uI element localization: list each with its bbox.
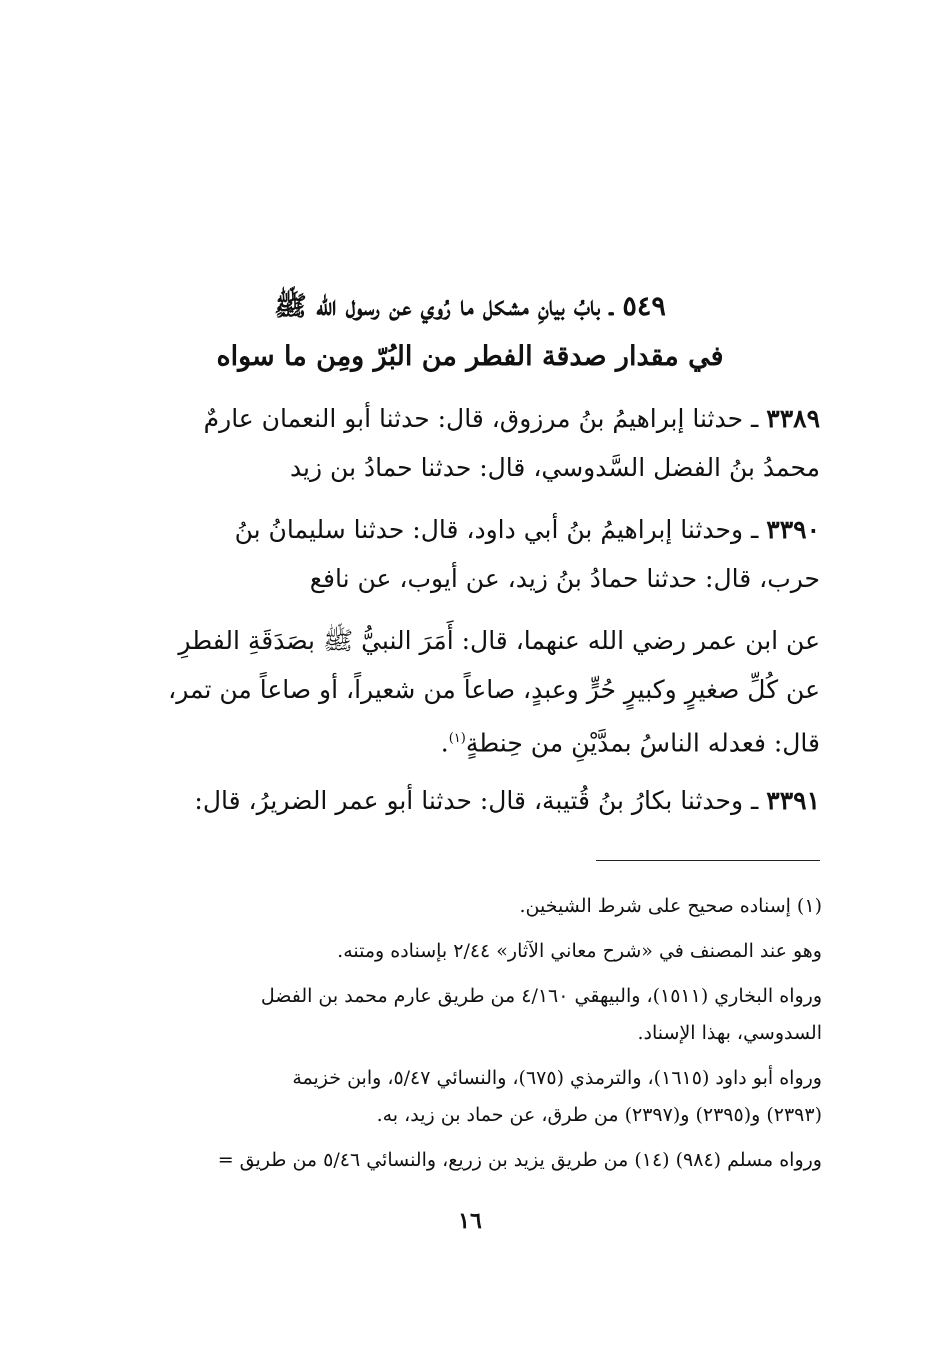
hadith-3390-line-1 — [108, 505, 820, 554]
matn-line-3 — [108, 714, 820, 767]
hadith-3389 — [108, 394, 820, 492]
footnote-line: السدوسي، بهذا الإسناد. — [637, 1022, 822, 1044]
hadith-matn — [108, 616, 820, 767]
footnote-1: (١) إسناده صحيح على شرط الشيخين. — [519, 895, 822, 917]
hadith-text: ـ وحدثنا إبراهيمُ بنُ أبي داود، قال: حدثنا سليمانُ بنُ — [234, 515, 767, 544]
matn-line-1: عن ابن عمر رضي الله عنهما، قال: أَمَرَ النبيُّ ﷺ بصَدَقَةِ الفطرِ — [178, 626, 820, 655]
hadith-number: ٣٣٩١ — [766, 786, 820, 815]
footnote-1-abudawud — [116, 1060, 822, 1134]
hadith-text: ـ حدثنا إبراهيمُ بنُ مرزوق، قال: حدثنا أبو النعمان عارمٌ — [203, 404, 767, 433]
matn-line-2: عن كُلِّ صغيرٍ وكبيرٍ حُرٍّ وعبدٍ، صاعاً من شعيراً، أو صاعاً من تمر، — [168, 675, 820, 704]
hadith-text: ـ وحدثنا بكارُ بنُ قُتيبة، قال: حدثنا أبو عمر الضريرُ، قال: — [194, 786, 767, 815]
footnote-reference[interactable]: (١) — [448, 731, 466, 746]
chapter-heading-line-1: ٥٤٩ ـ بابُ بيانِ مشكل ما رُوي عن رسول الله ﷺ — [274, 291, 666, 322]
footnotes — [116, 888, 822, 1187]
matn-end-mark: . — [440, 728, 449, 758]
hadith-3391-line-1 — [108, 776, 820, 825]
page-number: ١٦ — [458, 1208, 482, 1234]
hadith-3390 — [108, 505, 820, 603]
hadith-3391 — [108, 776, 820, 825]
footnote-line: (٢٣٩٣) و(٢٣٩٥) و(٢٣٩٧) من طرق، عن حماد بن زيد، به. — [376, 1104, 822, 1126]
footnote-1-muslim: ورواه مسلم (٩٨٤) (١٤) من طريق يزيد بن زريع، والنسائي ٥/٤٦ من طريق = — [217, 1149, 822, 1171]
hadith-3389-line-2: محمدُ بنُ الفضل السَّدوسي، قال: حدثنا حمادُ بن زيد — [289, 453, 820, 482]
hadith-number: ٣٣٨٩ — [766, 404, 820, 433]
footnote-1-bukhari — [116, 978, 822, 1052]
chapter-heading-line-2: في مقدار صدقة الفطر من البُرّ ومِن ما سواه — [216, 341, 724, 372]
hadith-number: ٣٣٩٠ — [766, 515, 820, 544]
footnote-line: ورواه البخاري (١٥١١)، والبيهقي ٤/١٦٠ من طريق عارم محمد بن الفضل — [260, 985, 822, 1007]
footnote-divider — [596, 860, 820, 861]
matn-line-3-text: قال: فعدله الناسُ بمدَّيْنِ من حِنطةٍ — [465, 728, 820, 758]
footnote-line: ورواه أبو داود (١٦١٥)، والترمذي (٦٧٥)، والنسائي ٥/٤٧، وابن خزيمة — [292, 1067, 822, 1089]
hadith-3389-line-1 — [108, 394, 820, 443]
chapter-heading — [120, 282, 820, 382]
hadith-3390-line-2: حرب، قال: حدثنا حمادُ بنُ زيد، عن أيوب، عن نافع — [309, 564, 820, 593]
footnote-1-source: وهو عند المصنف في «شرح معاني الآثار» ٢/٤٤ بإسناده ومتنه. — [337, 940, 822, 962]
